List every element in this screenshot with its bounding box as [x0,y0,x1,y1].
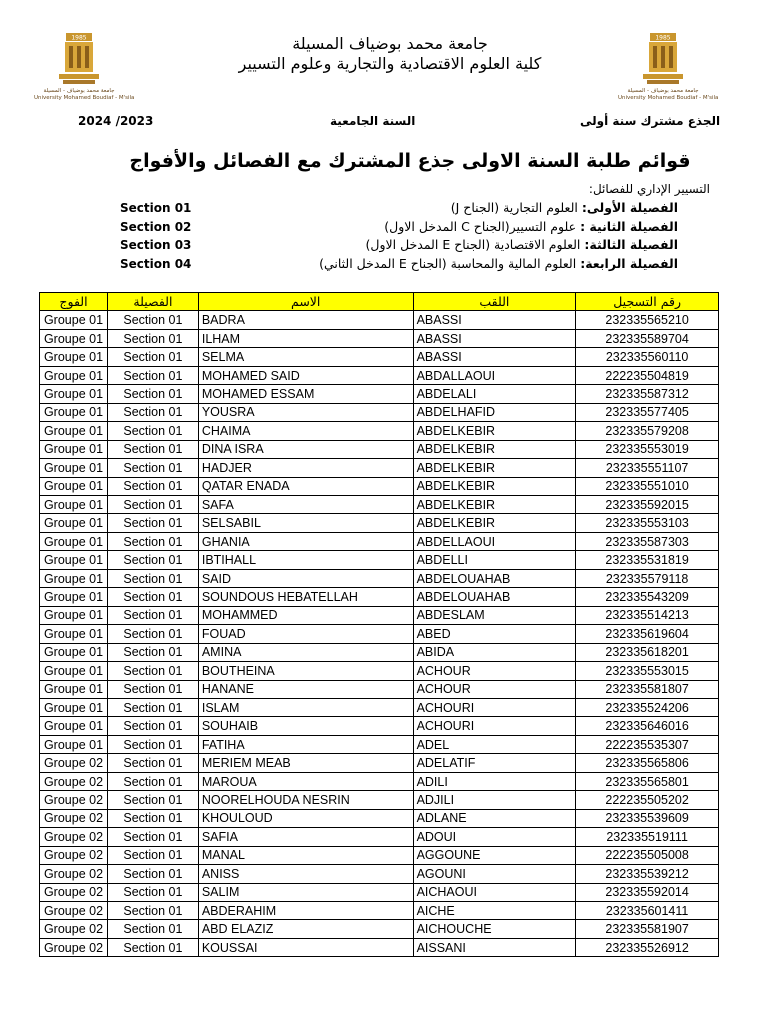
table-row [40,366,719,384]
section-spec-desc: العلوم المالية والمحاسبة (الجناح E المدخل الثاني) [319,256,577,271]
cell-surname: ACHOUR [413,662,576,680]
table-row [40,717,719,735]
cell-surname: AICHOUCHE [413,920,576,938]
cell-name: FATIHA [198,735,413,753]
cell-surname: ABDELOUAHAB [413,588,576,606]
cell-name: HADJER [198,459,413,477]
cell-registration: 232335646016 [576,717,719,735]
cell-group: Groupe 01 [40,532,108,550]
cell-registration: 222235505008 [576,846,719,864]
cell-name: SOUHAIB [198,717,413,735]
cell-name: NOORELHOUDA NESRIN [198,791,413,809]
cell-registration: 232335579118 [576,569,719,587]
cell-surname: ACHOUR [413,680,576,698]
logo-caption-ar: جامعة محمد بوضياف - المسيلة [43,88,115,94]
cell-surname: ADELATIF [413,754,576,772]
cell-group: Groupe 02 [40,865,108,883]
section-spec-desc: العلوم الاقتصادية (الجناح E المدخل الاول) [365,237,581,252]
cell-name: MOHAMED SAID [198,366,413,384]
cell-registration: 232335519111 [576,828,719,846]
cell-group: Groupe 02 [40,920,108,938]
university-name: جامعة محمد بوضياف المسيلة [292,34,488,53]
cell-name: BADRA [198,311,413,329]
cell-section: Section 01 [107,643,198,661]
cell-surname: ABDELKEBIR [413,459,576,477]
cell-section: Section 01 [107,846,198,864]
cell-surname: ABDELKEBIR [413,495,576,513]
cell-group: Groupe 02 [40,791,108,809]
common-trunk-label: الجذع مشترك سنة أولى [580,114,721,128]
cell-group: Groupe 01 [40,477,108,495]
cell-surname: ABIDA [413,643,576,661]
cell-registration: 232335560110 [576,348,719,366]
cell-registration: 232335587312 [576,385,719,403]
logo-caption-en: University Mohamed Boudiaf - M'sila [34,95,135,101]
section-spec-2 [384,219,678,234]
cell-name: BOUTHEINA [198,662,413,680]
cell-registration: 232335539609 [576,809,719,827]
table-row [40,532,719,550]
cell-section: Section 01 [107,865,198,883]
faculty-name: كلية العلوم الاقتصادية والتجارية وعلوم التسيير [238,54,542,73]
cell-group: Groupe 02 [40,809,108,827]
cell-registration: 232335551010 [576,477,719,495]
cell-group: Groupe 01 [40,625,108,643]
logo-caption-ar: جامعة محمد بوضياف - المسيلة [627,88,699,94]
cell-surname: ABDELKEBIR [413,477,576,495]
cell-registration: 232335531819 [576,551,719,569]
cell-surname: ABDELKEBIR [413,422,576,440]
cell-name: FOUAD [198,625,413,643]
cell-group: Groupe 02 [40,828,108,846]
svg-text:1985: 1985 [71,34,87,42]
cell-name: KHOULOUD [198,809,413,827]
cell-registration: 222235504819 [576,366,719,384]
cell-section: Section 01 [107,569,198,587]
cell-group: Groupe 02 [40,772,108,790]
cell-section: Section 01 [107,828,198,846]
cell-section: Section 01 [107,532,198,550]
cell-surname: ABASSI [413,329,576,347]
cell-section: Section 01 [107,385,198,403]
cell-section: Section 01 [107,422,198,440]
cell-registration: 232335524206 [576,698,719,716]
cell-group: Groupe 01 [40,514,108,532]
cell-group: Groupe 02 [40,754,108,772]
table-row [40,625,719,643]
cell-surname: AGOUNI [413,865,576,883]
cell-section: Section 01 [107,625,198,643]
table-row [40,551,719,569]
section-spec-label: الفصيلة الثانية : [580,219,678,234]
table-row [40,348,719,366]
cell-surname: AISSANI [413,938,576,956]
cell-group: Groupe 02 [40,901,108,919]
cell-surname: ABASSI [413,311,576,329]
cell-section: Section 01 [107,938,198,956]
table-row [40,588,719,606]
cell-surname: ACHOURI [413,698,576,716]
cell-section: Section 01 [107,809,198,827]
cell-group: Groupe 01 [40,643,108,661]
cell-name: SELMA [198,348,413,366]
cell-surname: ADOUI [413,828,576,846]
cell-surname: ACHOURI [413,717,576,735]
cell-surname: ABED [413,625,576,643]
cell-name: KOUSSAI [198,938,413,956]
cell-registration: 232335565801 [576,772,719,790]
cell-group: Groupe 01 [40,551,108,569]
cell-name: MOHAMED ESSAM [198,385,413,403]
cell-name: GHANIA [198,532,413,550]
cell-registration: 232335581807 [576,680,719,698]
cell-registration: 232335565806 [576,754,719,772]
table-row [40,791,719,809]
cell-registration: 232335539212 [576,865,719,883]
cell-registration: 222235535307 [576,735,719,753]
table-row [40,643,719,661]
cell-section: Section 01 [107,920,198,938]
cell-name: YOUSRA [198,403,413,421]
cell-name: SAID [198,569,413,587]
col-header-group: الفوج [40,293,108,311]
cell-surname: ABDELKEBIR [413,514,576,532]
table-row [40,606,719,624]
cell-group: Groupe 01 [40,735,108,753]
cell-registration: 232335551107 [576,459,719,477]
cell-registration: 232335577405 [576,403,719,421]
cell-name: SOUNDOUS HEBATELLAH [198,588,413,606]
section-spec-desc: العلوم التجارية (الجناح J) [450,200,578,215]
cell-surname: ADEL [413,735,576,753]
cell-section: Section 01 [107,901,198,919]
table-row [40,828,719,846]
cell-section: Section 01 [107,495,198,513]
section-spec-label: الفصيلة الرابعة: [580,256,678,271]
cell-surname: ABDESLAM [413,606,576,624]
cell-group: Groupe 01 [40,495,108,513]
academic-year-label: السنة الجامعية [330,114,416,128]
table-row [40,865,719,883]
cell-section: Section 01 [107,662,198,680]
university-emblem-icon [641,30,685,88]
table-row [40,440,719,458]
cell-registration: 232335587303 [576,532,719,550]
section-spec-label: الفصيلة الأولى: [581,200,678,215]
cell-surname: AGGOUNE [413,846,576,864]
cell-section: Section 01 [107,551,198,569]
cell-surname: ABASSI [413,348,576,366]
table-row [40,938,719,956]
cell-section: Section 01 [107,588,198,606]
cell-name: ABDERAHIM [198,901,413,919]
cell-surname: ABDELOUAHAB [413,569,576,587]
cell-group: Groupe 01 [40,588,108,606]
table-row [40,846,719,864]
cell-name: ISLAM [198,698,413,716]
cell-section: Section 01 [107,717,198,735]
cell-section: Section 01 [107,311,198,329]
cell-registration: 232335514213 [576,606,719,624]
cell-name: MERIEM MEAB [198,754,413,772]
cell-registration: 232335618201 [576,643,719,661]
table-row [40,901,719,919]
cell-surname: AICHAOUI [413,883,576,901]
cell-group: Groupe 01 [40,680,108,698]
cell-name: ABD ELAZIZ [198,920,413,938]
col-header-surname: اللقب [413,293,576,311]
cell-group: Groupe 01 [40,459,108,477]
cell-name: CHAIMA [198,422,413,440]
page-title: قوائم طلبة السنة الاولى جذع المشترك مع الفصائل والأفواج [129,150,691,172]
cell-group: Groupe 01 [40,569,108,587]
cell-section: Section 01 [107,698,198,716]
cell-section: Section 01 [107,348,198,366]
cell-name: SAFA [198,495,413,513]
cell-name: SALIM [198,883,413,901]
cell-section: Section 01 [107,883,198,901]
table-row [40,311,719,329]
cell-surname: ADLANE [413,809,576,827]
col-header-section: الفصيلة [107,293,198,311]
university-emblem-icon [57,30,101,88]
cell-surname: AICHE [413,901,576,919]
cell-name: ANISS [198,865,413,883]
cell-registration: 232335553103 [576,514,719,532]
table-row [40,385,719,403]
cell-section: Section 01 [107,459,198,477]
academic-year: 2024 /2023 [78,114,154,128]
cell-registration: 232335543209 [576,588,719,606]
university-logo-left [34,30,135,108]
table-body [40,311,719,957]
cell-section: Section 01 [107,754,198,772]
cell-registration: 232335592015 [576,495,719,513]
cell-section: Section 01 [107,403,198,421]
cell-section: Section 01 [107,477,198,495]
table-row [40,662,719,680]
cell-surname: ABDELALI [413,385,576,403]
cell-group: Groupe 01 [40,662,108,680]
section-spec-4 [319,256,678,271]
section-code-4: Section 04 [120,257,192,271]
cell-registration: 222235505202 [576,791,719,809]
cell-group: Groupe 02 [40,938,108,956]
table-row [40,809,719,827]
cell-section: Section 01 [107,329,198,347]
cell-registration: 232335579208 [576,422,719,440]
cell-group: Groupe 01 [40,440,108,458]
section-code-3: Section 03 [120,238,192,252]
cell-registration: 232335553015 [576,662,719,680]
cell-section: Section 01 [107,680,198,698]
cell-section: Section 01 [107,772,198,790]
cell-section: Section 01 [107,366,198,384]
svg-text:1985: 1985 [655,34,671,42]
cell-registration: 232335601411 [576,901,719,919]
table-row [40,514,719,532]
cell-surname: ADJILI [413,791,576,809]
table-row [40,883,719,901]
table-row [40,329,719,347]
logo-caption-en: University Mohamed Boudiaf - M'sila [618,95,719,101]
table-row [40,920,719,938]
cell-name: MOHAMMED [198,606,413,624]
table-row [40,477,719,495]
sections-intro: التسيير الإداري للفصائل: [588,182,710,196]
cell-registration: 232335619604 [576,625,719,643]
cell-group: Groupe 01 [40,606,108,624]
table-row [40,754,719,772]
table-row [40,495,719,513]
cell-registration: 232335589704 [576,329,719,347]
cell-name: DINA ISRA [198,440,413,458]
cell-surname: ADILI [413,772,576,790]
table-row [40,698,719,716]
section-code-1: Section 01 [120,201,192,215]
cell-group: Groupe 02 [40,883,108,901]
university-heading [180,34,600,74]
table-row [40,422,719,440]
cell-group: Groupe 01 [40,385,108,403]
table-row [40,680,719,698]
cell-section: Section 01 [107,791,198,809]
col-header-name: الاسم [198,293,413,311]
cell-registration: 232335581907 [576,920,719,938]
cell-group: Groupe 01 [40,329,108,347]
cell-name: IBTIHALL [198,551,413,569]
cell-name: MANAL [198,846,413,864]
section-code-2: Section 02 [120,220,192,234]
cell-section: Section 01 [107,606,198,624]
cell-name: ILHAM [198,329,413,347]
table-row [40,459,719,477]
section-spec-desc: علوم التسيير(الجناح C المدخل الاول) [384,219,577,234]
cell-section: Section 01 [107,735,198,753]
cell-registration: 232335592014 [576,883,719,901]
cell-surname: ABDALLAOUI [413,366,576,384]
cell-registration: 232335565210 [576,311,719,329]
section-spec-3 [366,237,679,252]
col-header-registration: رقم التسجيل [576,293,719,311]
cell-group: Groupe 01 [40,311,108,329]
cell-name: SAFIA [198,828,413,846]
cell-section: Section 01 [107,514,198,532]
cell-name: QATAR ENADA [198,477,413,495]
cell-name: AMINA [198,643,413,661]
cell-group: Groupe 01 [40,403,108,421]
cell-group: Groupe 02 [40,846,108,864]
cell-registration: 232335553019 [576,440,719,458]
table-header-row [40,293,719,311]
cell-name: HANANE [198,680,413,698]
cell-section: Section 01 [107,440,198,458]
university-logo-right [618,30,719,108]
students-table [39,292,719,957]
table-row [40,772,719,790]
section-spec-label: الفصيلة الثالثة: [584,237,678,252]
table-row [40,403,719,421]
section-spec-1 [451,200,678,215]
table-row [40,735,719,753]
cell-name: MAROUA [198,772,413,790]
cell-surname: ABDELHAFID [413,403,576,421]
cell-group: Groupe 01 [40,366,108,384]
cell-name: SELSABIL [198,514,413,532]
cell-registration: 232335526912 [576,938,719,956]
cell-group: Groupe 01 [40,717,108,735]
cell-surname: ABDELKEBIR [413,440,576,458]
cell-surname: ABDELLAOUI [413,532,576,550]
cell-surname: ABDELLI [413,551,576,569]
cell-group: Groupe 01 [40,698,108,716]
cell-group: Groupe 01 [40,348,108,366]
table-row [40,569,719,587]
cell-group: Groupe 01 [40,422,108,440]
